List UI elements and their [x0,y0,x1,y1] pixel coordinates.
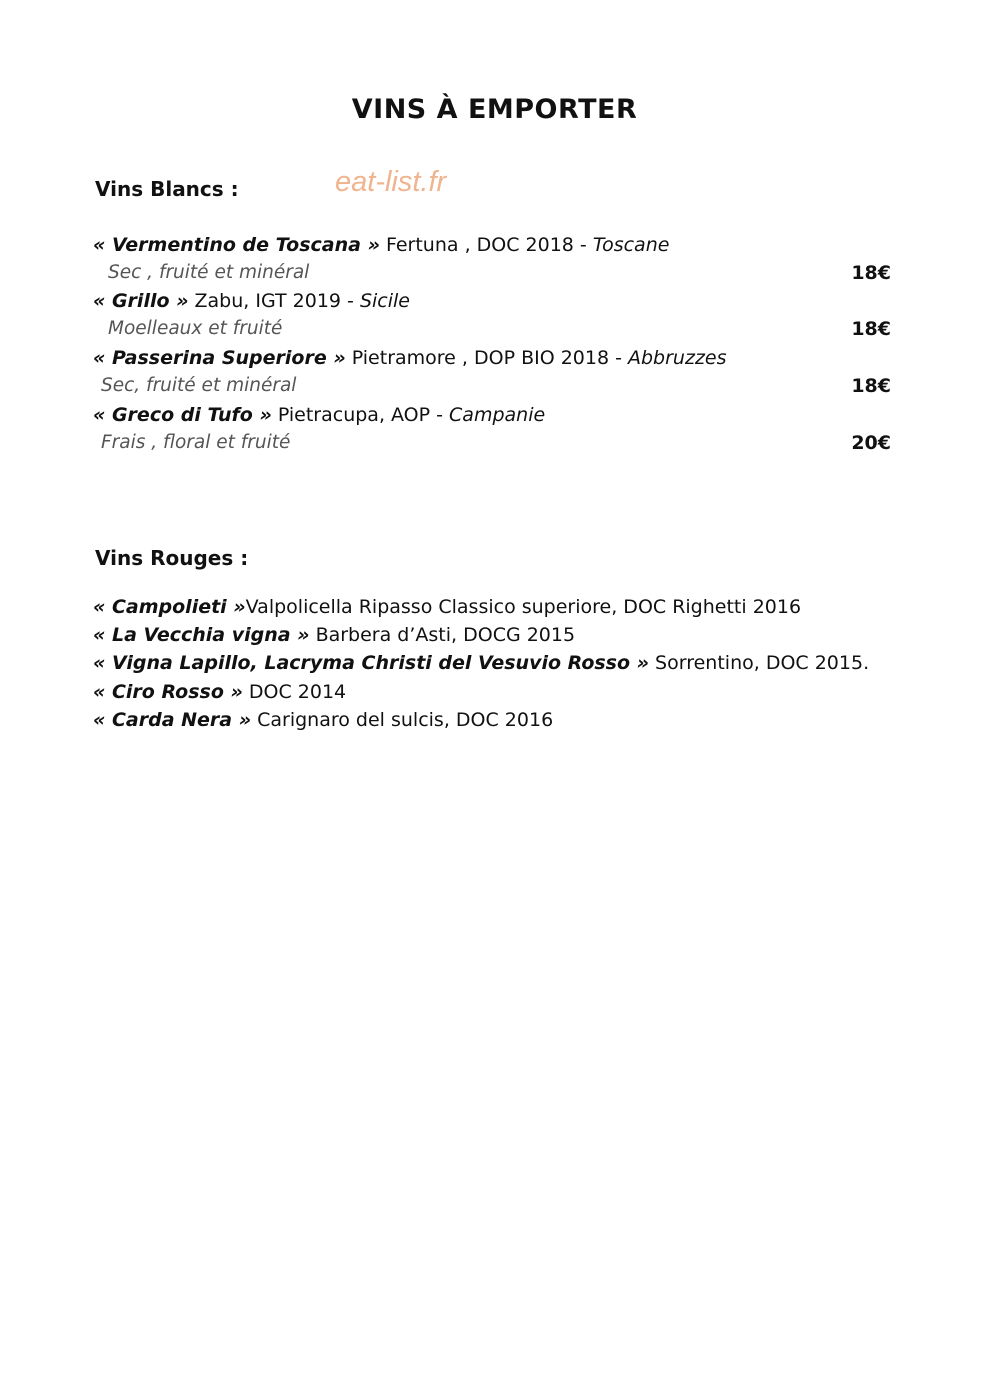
wine-item-greco [93,401,545,429]
wine-item-vermentino [93,231,669,259]
wine-name: « Vigna Lapillo, Lacryma Christi del Vesuvio Rosso » [93,652,650,674]
section-title-blancs: Vins Blancs : [95,177,239,201]
wine-description: Moelleaux et fruité [108,318,283,339]
wine-name: « Grillo » [93,290,189,312]
wine-item-vecchia-vigna [93,621,575,649]
wine-detail: Carignaro del sulcis, DOC 2016 [251,709,554,731]
wine-item-vigna-lapillo [93,649,869,677]
wine-region: Abbruzzes [628,347,727,369]
wine-description: Sec , fruité et minéral [108,262,310,283]
wine-producer: Fertuna , DOC 2018 - [379,234,593,256]
wine-producer: Pietramore , DOP BIO 2018 - [345,347,628,369]
watermark: eat-list.fr [335,166,447,198]
wine-item-campolieti [93,593,801,621]
wine-name: « Passerina Superiore » [93,347,346,369]
wine-item-grillo [93,287,410,315]
wine-detail: Valpolicella Ripasso Classico superiore, DOC Righetti 2016 [245,596,802,618]
page-title: VINS À EMPORTER [351,94,638,125]
wine-name: « Greco di Tufo » [93,404,272,426]
wine-price: 20€ [851,432,891,454]
wine-item-passerina [93,344,727,372]
wine-name: « Campolieti » [93,596,246,618]
wine-detail: Sorrentino, DOC 2015. [649,652,870,674]
wine-region: Sicile [359,290,410,312]
wine-producer: Zabu, IGT 2019 - [188,290,360,312]
wine-price: 18€ [851,262,891,284]
wine-region: Toscane [592,234,670,256]
wine-detail: Barbera d’Asti, DOCG 2015 [309,624,576,646]
wine-detail: DOC 2014 [242,681,347,703]
wine-description: Frais , floral et fruité [101,432,291,453]
wine-region: Campanie [449,404,546,426]
wine-producer: Pietracupa, AOP - [271,404,450,426]
wine-price: 18€ [851,375,891,397]
wine-name: « Ciro Rosso » [93,681,243,703]
wine-name: « La Vecchia vigna » [93,624,310,646]
wine-item-carda-nera [93,706,553,734]
wine-item-ciro-rosso [93,678,346,706]
wine-name: « Carda Nera » [93,709,252,731]
section-title-rouges: Vins Rouges : [95,546,249,570]
wine-name: « Vermentino de Toscana » [93,234,380,256]
wine-price: 18€ [851,318,891,340]
wine-description: Sec, fruité et minéral [101,375,297,396]
